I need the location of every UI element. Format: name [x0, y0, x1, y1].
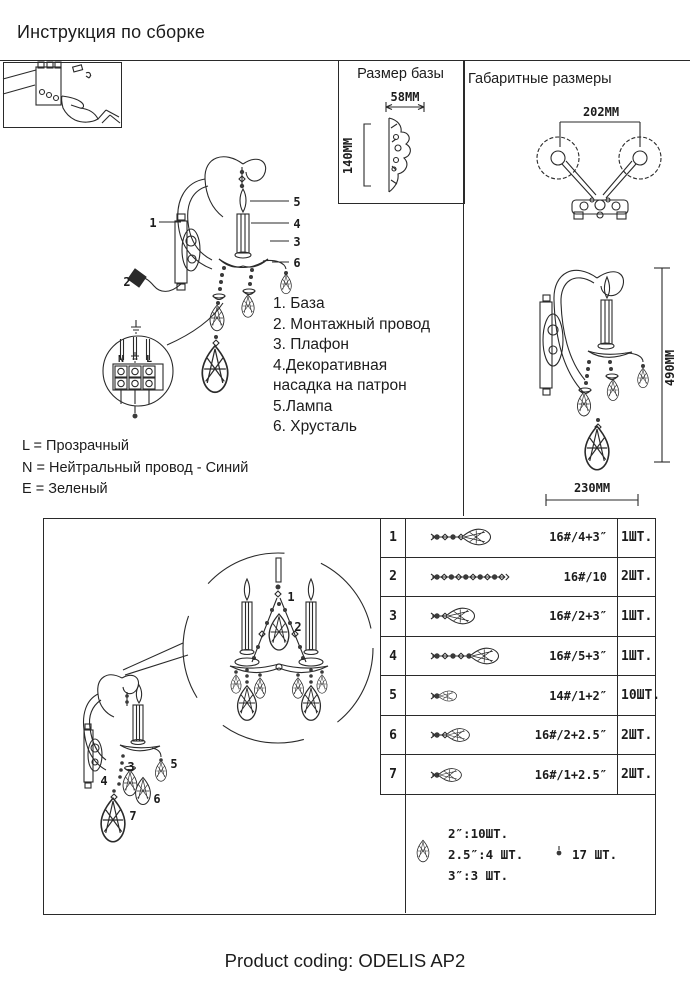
parts-list [273, 294, 473, 438]
chain-spec: 16#/10 [563, 569, 607, 584]
parts-list-line: 5.Лампа [273, 397, 333, 415]
table-row [381, 716, 655, 756]
chain-spec: 16#/1+2.5″ [534, 767, 607, 782]
wire-legend-line: E = Зеленый [22, 481, 108, 497]
quantity: 1ШТ. [621, 648, 653, 664]
quantity: 2ШТ. [621, 569, 653, 585]
chain-icon [428, 519, 540, 555]
wire-legend-line: N = Нейтральный провод - Синий [22, 459, 249, 476]
summary-size-3: 3″:3 ШТ. [448, 868, 509, 883]
table-row [381, 518, 655, 558]
row-number: 1 [381, 518, 406, 557]
terminal-detail-drawing [103, 320, 173, 419]
overall-height-dim: 490MM [663, 349, 677, 387]
row-number: 2 [381, 558, 406, 597]
parts-list-line: 1. База [273, 295, 325, 312]
quantity: 1ШТ. [621, 608, 653, 624]
chain-icon [428, 717, 540, 753]
chain-spec: 16#/4+3″ [549, 530, 607, 545]
table-row [381, 676, 661, 716]
callout-3: 3 [293, 235, 301, 249]
row-number: 6 [381, 716, 406, 755]
front-view-drawing [123, 553, 373, 743]
terminal-label-n: N [117, 354, 125, 365]
row-number: 4 [381, 637, 406, 676]
chain-icon [428, 598, 540, 634]
quantity: 2ШТ. [621, 727, 653, 743]
wire-legend [22, 436, 248, 501]
side-callout-3: 3 [127, 760, 135, 774]
chain-icon [428, 638, 540, 674]
chain-cell [406, 755, 618, 794]
table-row [381, 755, 655, 795]
parts-list-line: 4.Декоративная [273, 356, 388, 374]
side-callout-4: 4 [100, 774, 108, 788]
crystal-icon [417, 840, 429, 862]
callout-5: 5 [293, 195, 301, 209]
base-width-dim: 58MM [390, 90, 420, 104]
chain-spec: 14#/1+2″ [549, 688, 607, 703]
chain-cell [406, 597, 618, 636]
parts-list-line: 2. Монтажный провод [273, 315, 431, 333]
overall-bottom-dim: 230MM [573, 481, 611, 495]
page-title: Инструкция по сборке [17, 22, 206, 42]
chain-spec: 16#/5+3″ [549, 649, 607, 664]
chain-icon [428, 678, 540, 714]
front-callout-1: 1 [287, 590, 295, 604]
base-size-drawing [364, 102, 424, 192]
overall-title: Габаритные размеры [468, 71, 612, 87]
callout-2: 2 [123, 275, 131, 289]
row-number: 7 [381, 755, 406, 794]
summary-size-2-5: 2.5″:4 ШТ. [448, 847, 524, 862]
row-number: 5 [381, 676, 406, 715]
product-coding: Product coding: ODELIS AP2 [224, 950, 466, 971]
side-callout-7: 7 [129, 809, 137, 823]
chain-spec: 16#/2+3″ [549, 609, 607, 624]
base-size-title: Размер базы [357, 66, 444, 82]
row-number: 3 [381, 597, 406, 636]
parts-list-line: насадка на патрон [273, 377, 407, 394]
chain-icon [428, 559, 540, 595]
quantity: 2ШТ. [621, 767, 653, 783]
table-row [381, 597, 655, 637]
wire-legend-line: L = Прозрачный [22, 438, 129, 454]
chain-cell [406, 676, 618, 715]
chain-cell [406, 518, 618, 557]
side-callout-5: 5 [170, 757, 178, 771]
side-view-drawing [540, 268, 670, 506]
parts-table [380, 518, 661, 795]
top-view-drawing [537, 122, 661, 219]
summary-size-2: 2″:10ШТ. [448, 826, 509, 841]
chain-cell [406, 716, 618, 755]
quantity: 1ШТ. [621, 529, 653, 545]
front-callout-2: 2 [294, 620, 302, 634]
terminal-label-l: L [145, 354, 153, 365]
table-row [381, 637, 655, 677]
callout-6: 6 [293, 256, 301, 270]
bead-icon [557, 846, 562, 855]
side-callout-6: 6 [153, 792, 161, 806]
table-row [381, 558, 655, 598]
chain-spec: 16#/2+2.5″ [534, 728, 607, 743]
callout-4: 4 [293, 217, 301, 231]
base-height-dim: 140MM [341, 137, 355, 175]
overall-width-dim: 202MM [582, 105, 620, 119]
parts-list-line: 3. Плафон [273, 336, 349, 353]
quantity: 10ШТ. [621, 688, 661, 704]
parts-list-line: 6. Хрусталь [273, 418, 358, 435]
summary-beads-total: 17 ШТ. [572, 847, 618, 862]
callout-1: 1 [149, 216, 157, 230]
mounting-hand-illustration [3, 62, 120, 123]
chain-icon [428, 757, 540, 793]
chain-cell [406, 558, 618, 597]
chain-cell [406, 637, 618, 676]
